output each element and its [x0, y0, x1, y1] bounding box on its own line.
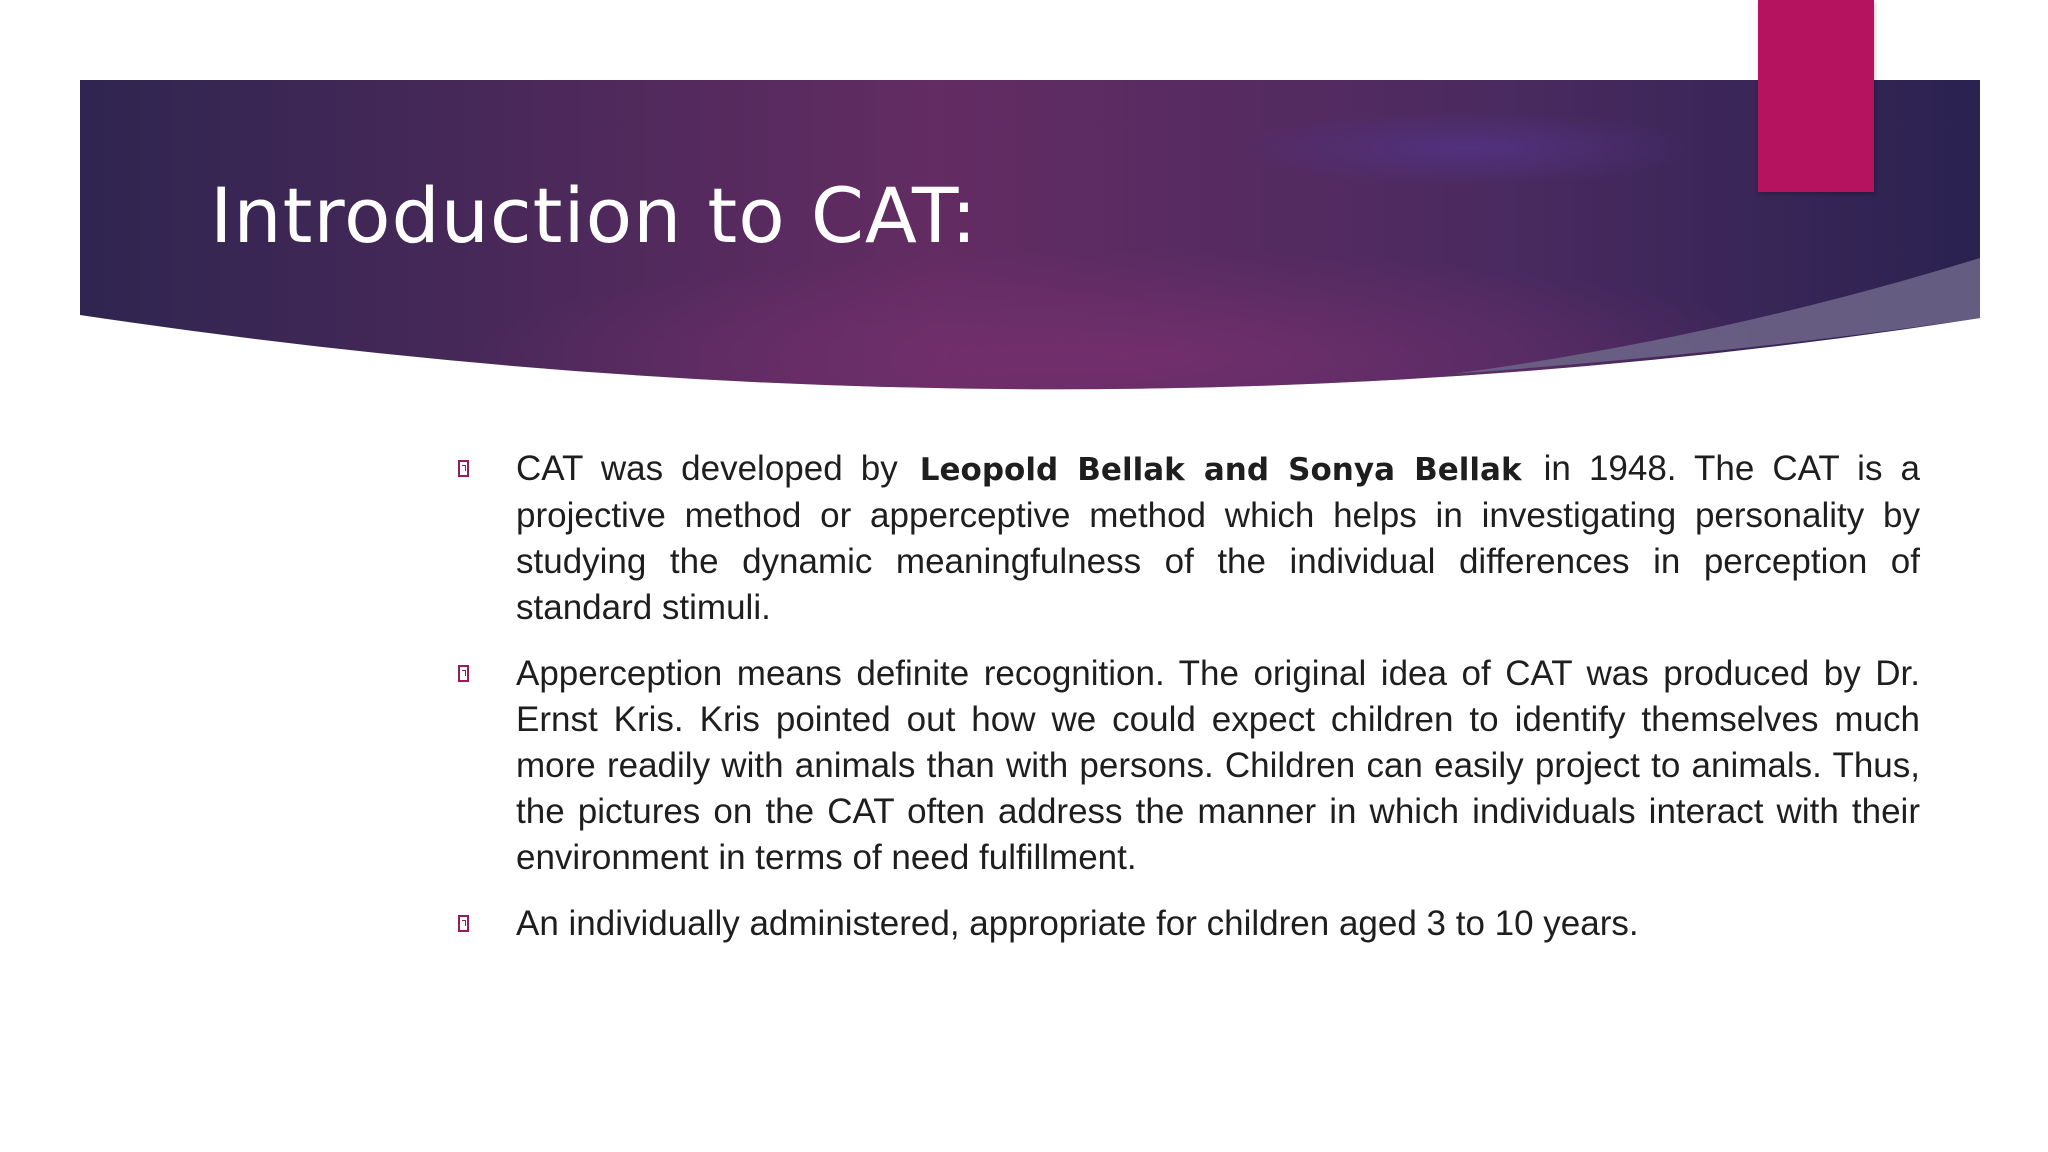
- slide-title: Introduction to CAT:: [210, 171, 978, 260]
- bullet-item-1: [452, 446, 1920, 631]
- bullet-square-icon: [458, 460, 469, 477]
- accent-tab: [1758, 0, 1874, 192]
- bullet-list: [452, 446, 1920, 967]
- bullet-2-text: Apperception means definite recognition. The original idea of CAT was produced by Dr. Ernst Kris. Kris pointed out how we could expect children to identify themselves much more readily with animals than with persons. Children can easily project to animals. Thus, the pictures on the CAT often address the manner in which individuals interact with their environment in terms of need fulfillment.: [516, 654, 1920, 877]
- bullet-square-icon: [458, 665, 469, 682]
- bullet-item-2: [452, 651, 1920, 881]
- bullet-3-text: An individually administered, appropriate for children aged 3 to 10 years.: [516, 904, 1639, 943]
- bullet-item-3: [452, 901, 1920, 947]
- bullet-square-icon: [458, 915, 469, 932]
- bullet-1-text-before: CAT was developed by: [516, 449, 916, 488]
- bullet-1-text-after: in 1948. The CAT is a projective method or apperceptive method which helps in investigating personality by studying the dynamic meaningfulness of the individual differences in perception of standard stimuli.: [516, 449, 1920, 627]
- bullet-1-authors: Leopold Bellak and Sonya Bellak: [919, 452, 1522, 488]
